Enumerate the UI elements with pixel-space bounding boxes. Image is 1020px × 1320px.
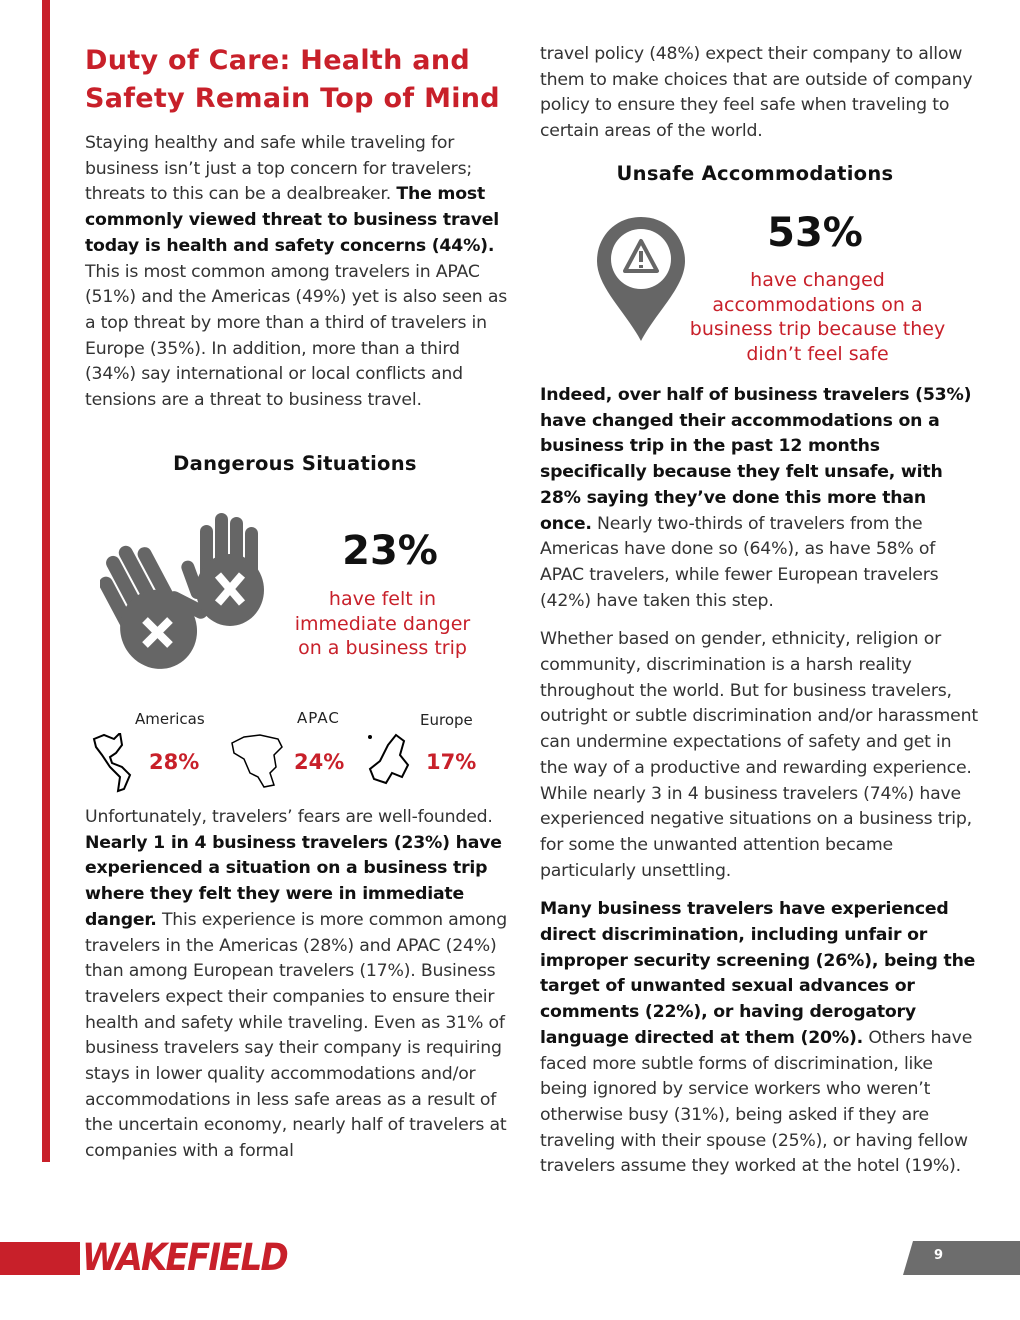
region-label-apac: APAC	[297, 709, 340, 727]
discrimination-paragraph: Whether based on gender, ethnicity, religion or community, discrimination is a harsh reality throughout the world. But for business travelers, outright or subtle discrimination and/or harassment can undermine expectations of safety and get in the way of a productive and rewarding experience. While nearly 3 in 4 business travelers (74%) have experienced negative situations on a business trip, for some the unwanted attention became particularly unsettling.	[540, 629, 978, 881]
left-column	[85, 131, 510, 427]
danger-stat-value: 23%	[342, 528, 438, 574]
right-column-top	[540, 42, 980, 158]
region-label-americas: Americas	[135, 710, 205, 728]
left-column-lower	[85, 805, 510, 1178]
warning-pin-icon	[595, 215, 687, 343]
section-heading-dangerous: Dangerous Situations	[173, 452, 417, 475]
text: Nearly two-thirds of travelers from the Americas have done so (64%), as have 58% of APAC travelers, while fewer European travelers (42%) have taken this step.	[540, 513, 939, 611]
text: Unfortunately, travelers’ fears are well-founded.	[85, 807, 493, 827]
page-number: 9	[934, 1248, 944, 1263]
left-accent-bar	[42, 0, 50, 1162]
accommodations-stat-caption: have changed accommodations on a business trip because they didn’t feel safe	[689, 269, 946, 365]
right-column-lower	[540, 383, 980, 1193]
bold-text: The most commonly viewed threat to business travel today is health and safety concerns (44%).	[85, 184, 500, 256]
accommodations-stat-value: 53%	[767, 210, 863, 256]
region-value-europe: 17%	[426, 750, 477, 774]
stop-hands-icon	[100, 505, 280, 675]
region-label-europe: Europe	[420, 711, 473, 729]
direct-discrimination-paragraph	[540, 897, 980, 1180]
section-heading-accommodations: Unsafe Accommodations	[616, 162, 894, 185]
page-number-tab	[903, 1241, 1020, 1275]
accommodations-paragraph	[540, 383, 980, 614]
footer-red-bar	[0, 1242, 80, 1275]
danger-stat-caption: have felt in immediate danger on a business trip	[294, 588, 471, 659]
bold-text: Nearly 1 in 4 business travelers (23%) have experienced a situation on a business trip where they felt they were in immediate danger.	[85, 832, 502, 930]
text: Staying healthy and safe while traveling for business isn’t just a top concern for travelers; threats to this can be a dealbreaker.	[85, 133, 473, 205]
wakefield-logo: WAKEFIELD	[82, 1236, 287, 1279]
bold-text: Many business travelers have experienced direct discrimination, including unfair or improper security screening (26%), being the target of unwanted sexual advances or comments (22%), or having derogatory language directed at them (20%).	[540, 899, 976, 1048]
apac-map-icon	[230, 733, 285, 791]
page-title: Duty of Care: Health and Safety Remain Top of Mind	[85, 45, 500, 114]
text: This is most common among travelers in APAC (51%) and the Americas (49%) yet is also seen as a top threat by more than a third of travelers in Europe (35%). In addition, more than a third (34%) say international or local conflicts and tensions are a threat to business travel.	[85, 261, 508, 411]
text: This experience is more common among travelers in the Americas (28%) and APAC (24%) than among European travelers (17%). Business travelers expect their companies to ensure their health and safety while traveling. Even as 31% of business travelers say their company is requiring stays in lower quality accommodations and/or accommodations in less safe areas as a result of the uncertain economy, nearly half of travelers at companies with a formal	[85, 909, 508, 1162]
text: Others have faced more subtle forms of discrimination, like being ignored by service workers who weren’t otherwise busy (31%), being asked if they are traveling with their spouse (25%), or having fellow travelers assume they worked at the hotel (19%).	[540, 1027, 973, 1177]
region-value-americas: 28%	[149, 750, 200, 774]
region-value-apac: 24%	[294, 750, 345, 774]
americas-map-icon	[92, 733, 137, 793]
policy-paragraph: travel policy (48%) expect their company to allow them to make choices that are outside of company policy to ensure they feel safe when traveling to certain areas of the world.	[540, 44, 973, 142]
bold-text: Indeed, over half of business travelers (53%) have changed their accommodations on a business trip in the past 12 months specifically because they felt unsafe, with 28% saying they’ve done this more than once.	[540, 385, 972, 534]
europe-map-icon	[366, 733, 411, 788]
intro-paragraph	[85, 131, 510, 414]
danger-paragraph	[85, 805, 510, 1165]
